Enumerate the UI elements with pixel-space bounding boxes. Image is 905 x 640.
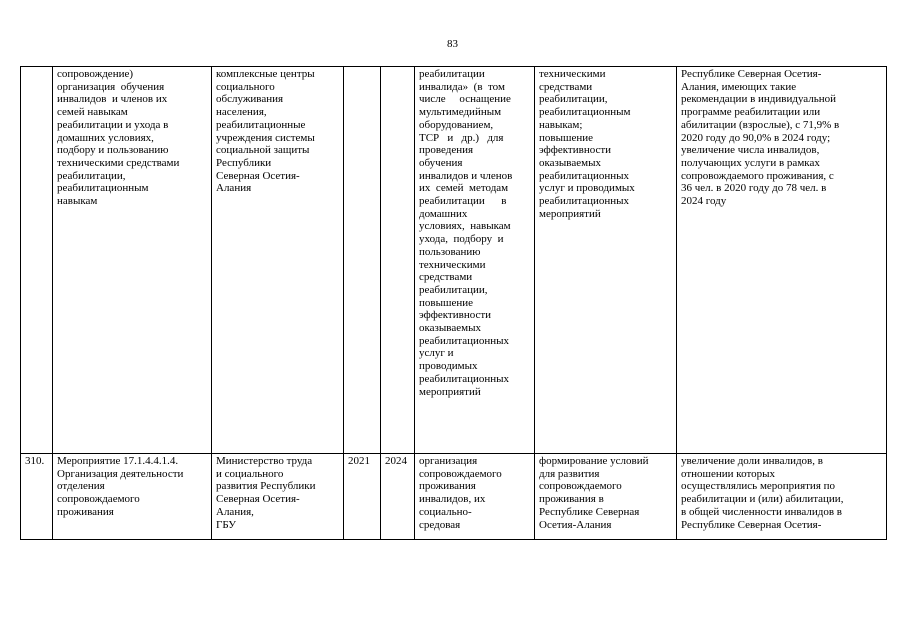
content-cell: реабилитации инвалида» (в том числе оснащение мультимедийным оборудованием, ТСР и др.) для проведения обучения инвалидов и членов их семей методам реабилитации в домашних условиях, навыкам ухода, подбору и пользованию техническими средствами реабилитации, повышение эффективности оказываемых реабилитационных услуг и проводимых реабилитационных мероприятий — [415, 67, 535, 454]
result-cell: формирование условий для развития сопровождаемого проживания в Республике Северная Осетия-Алания — [535, 454, 677, 540]
year-end-cell: 2024 — [381, 454, 415, 540]
content-cell: организация сопровождаемого проживания инвалидов, их социально- средовая — [415, 454, 535, 540]
executor-cell: комплексные центры социального обслуживания населения, реабилитационные учреждения системы социальной защиты Республики Северная Осетия- Алания — [212, 67, 344, 454]
table-row — [21, 454, 887, 540]
year-start-cell: 2021 — [344, 454, 381, 540]
result-cell: техническими средствами реабилитации, реабилитационным навыкам; повышение эффективности оказываемых реабилитационных услуг и проводимых реабилитационных мероприятий — [535, 67, 677, 454]
page-number: 83 — [447, 38, 458, 50]
year-start-cell — [344, 67, 381, 454]
row-number-cell: 310. — [21, 454, 53, 540]
event-cell: Мероприятие 17.1.4.4.1.4. Организация деятельности отделения сопровождаемого проживания — [53, 454, 212, 540]
executor-cell: Министерство труда и социального развития Республики Северная Осетия- Алания, ГБУ — [212, 454, 344, 540]
table-row — [21, 67, 887, 454]
indicator-cell: Республике Северная Осетия- Алания, имеющих такие рекомендации в индивидуальной программе реабилитации или абилитации (взрослые), с 71,9% в 2020 году до 90,0% в 2024 году; увеличение числа инвалидов, получающих услуги в рамках сопровождаемого проживания, с 36 чел. в 2020 году до 78 чел. в 2024 году — [677, 67, 887, 454]
event-cell: сопровождение) организация обучения инвалидов и членов их семей навыкам реабилитации и ухода в домашних условиях, подбору и пользованию техническими средствами реабилитации, реабилитационным навыкам — [53, 67, 212, 454]
year-end-cell — [381, 67, 415, 454]
measures-table — [20, 66, 887, 540]
row-number-cell — [21, 67, 53, 454]
indicator-cell: увеличение доли инвалидов, в отношении которых осуществлялись мероприятия по реабилитации и (или) абилитации, в общей численности инвалидов в Республике Северная Осетия- — [677, 454, 887, 540]
